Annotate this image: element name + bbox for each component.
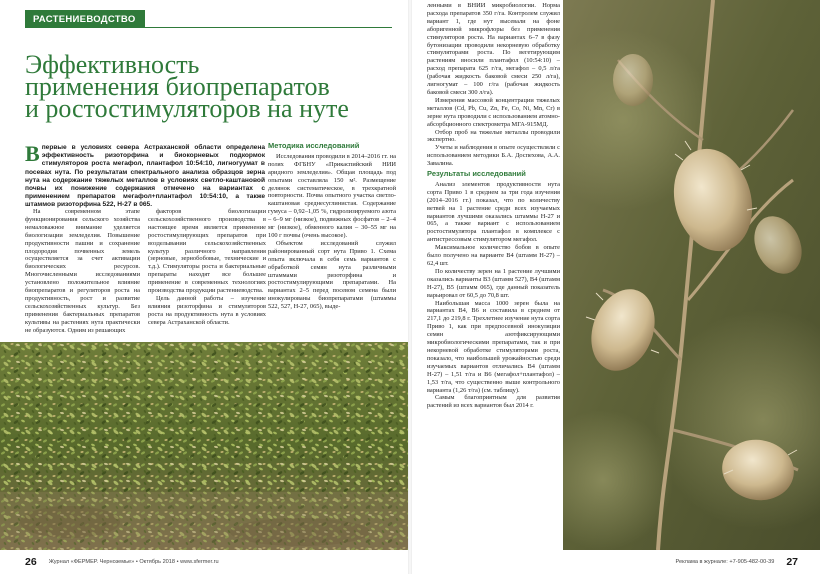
paragraph: Цель данной работы – изучение влияния ризоторфина и стимуляторов роста на продуктивность нута в условиях севера Астраханской области.	[148, 294, 266, 326]
paragraph: Максимальное количество бобов в опыте было получено на варианте В4 (штамм Н-27) – 62,4 шт.	[427, 244, 560, 267]
left-page-footer	[0, 550, 408, 574]
section-rule	[137, 27, 392, 28]
chickpea-field-photo	[0, 342, 408, 550]
pods-photo-graphic	[563, 0, 820, 550]
paragraph: Наибольшая масса 1000 зерен была на вариантах В4, В6 и составила в среднем от 217,1 до 219,8 г. Трехлетнее изучение нута сорта Приво 1, как при предпосевной инокуляции семян азотфиксирующими микробиологическими препаратами, так и при некорневой обработке стимуляторами роста, показало, что наибольшей урожайностью среди изучаемых вариантов отличались В4 (штамм Н-27) – 1,51 т/га и В6 (мегафол+плантафол) – 1,53 т/га, что существенно выше контрольного варианта (1,26 т/га) (см. таблицу).	[427, 299, 560, 394]
paragraph: По количеству зерен на 1 растение лучшими оказались варианты В3 (штамм 527), В4 (штамм Н-27), В5 (штамм 065), где данный показатель варьировал от 60,5 до 70,8 шт.	[427, 267, 560, 299]
page-gutter	[408, 0, 412, 574]
results-heading: Результаты исследований	[427, 169, 526, 179]
paragraph: Исследования проводили в 2014–2016 гг. на полях ФГБНУ «Прикаспийский НИИ аридного земледелия». Общая площадь под опытами составляла 150 м². Размещение делянок систематическое, в трехкратной повторности. Почва опытного участка светло-каштановая среднесуглинистая. Содержание гумуса – 0,92–1,05 %, гидролизируемого азота – 6–9 мг (низкое), подвижных фосфатов – 2–4 мг (низкое), обменного калия – 30–55 мг на 100 г почвы (очень высокое).	[268, 152, 396, 239]
field-photo-graphic	[0, 342, 408, 550]
paragraph: Учеты и наблюдения в опыте осуществляли с использованием методики Б.А. Доспехова, А.А. Завалина.	[427, 144, 560, 168]
lead-text: первые в условиях севера Астраханской области определена эффективность ризоторфина и биокорневых подкормок стимуляторов роста мегафол, плантафол 10:54:10, лигногуумат в посевах нута. По результатам спектрального анализа образцов зерна нута на содержание тяжелых металлов в условиях светло-каштановой почвы их понижение содержания отмечено на вариантах с применением препаратов мегафол+плантафол 10:54:10, а также штаммов ризоторфина 522, Н-27 в 065.	[25, 144, 265, 209]
article-lead	[25, 141, 265, 210]
paragraph: ленными в ВНИИ микробиологии. Норма расхода препаратов 350 г/га. Контролем служил вариант 1, где нут высевали на фоне аборигенной микрофлоры без применения стимуляторов роста. На вариантах 6–7 в фазу бутонизации проводили некорневую обработку стимуляторами роста. По вегетирующим растениям вносили плантафол (10:54:10) – расход препарата 625 г/га, мегафол – 0,5 л/га (рабочая жидкость баковой смеси 250 л/га), лигногумат – 100 г/га (рабочая жидкость баковой смеси 300 л/га).	[427, 2, 560, 96]
methods-heading: Методика исследований	[268, 141, 360, 150]
section-label: РАСТЕНИЕВОДСТВО	[33, 13, 136, 25]
text-column-2	[148, 208, 266, 327]
text-column-1	[25, 208, 140, 335]
section-tab	[25, 10, 145, 28]
paragraph: факторов биологизации сельскохозяйственного производства в настоящее время является применение ростостимулирующих препаратов при возделывании сельскохозяйственных культур различного направления (зерновые, зернобобовые, технические и т.д.). Стимуляторы роста и бактериальные препараты находят все большее применение в современных технологиях производства продукции растениеводства.	[148, 208, 266, 295]
article-title	[25, 50, 405, 123]
text-column-4	[427, 2, 560, 410]
page-number-right: 27	[786, 556, 798, 568]
paragraph: Измерения массовой концентрации тяжелых металлов (Cd, Pb, Cu, Zn, Fe, Co, Ni, Mn, Cr) в зерне нута проводили с использованием атомно-абсорбционного спектрометра МГА-915МД.	[427, 96, 560, 128]
chickpea-pods-photo	[563, 0, 820, 550]
page-number-left: 26	[25, 556, 37, 568]
paragraph: Отбор проб на тяжелые металлы проводили экспертно.	[427, 128, 560, 144]
title-line-2: применения биопрепаратов	[25, 72, 330, 101]
title-line-3: и ростостимуляторов на нуте	[25, 94, 349, 123]
paragraph: Объектом исследований служил районированный сорт нута Приво 1. Схема опыта включала в себя семь вариантов с обработкой семян нута различными штаммами ризоторфина и ростостимулирующими препаратами. На вариантах 2–5 перед посевом семена были инокулированы биопрепаратами (штаммы 522, 527, Н-27, 065), выде-	[268, 239, 396, 311]
advertising-contact: Реклама в журнале: +7-905-482-00-39	[675, 559, 775, 565]
text-column-3	[268, 140, 396, 311]
paragraph: Самым благоприятным для развития растений из всех вариантов был 2014 г.	[427, 394, 560, 410]
right-page-footer	[412, 550, 820, 574]
title-line-1: Эффективность	[25, 50, 200, 79]
journal-info: Журнал «ФЕРМЕР. Черноземье» • Октябрь 2018 • www.sfermer.ru	[48, 559, 219, 565]
paragraph: На современном этапе функционирования сельского хозяйства немаловажное внимание уделяется биологизации земледелия. Повышение продуктивности пашни и сохранение плодородия почвенных земель осуществляется за счет активации биологических ресурсов. Многочисленными исследованиями установлено положительное влияние биопрепаратов и регуляторов роста на продуктивность, рост и развитие сельскохозяйственных культур. Без применения бактериальных препаратов культивы на растениях нута практически не образуются. Одним из решающих	[25, 208, 140, 334]
drop-cap: В	[25, 141, 40, 166]
paragraph: Анализ элементов продуктивности нута сорта Приво 1 в среднем за три года изучения (2014–2016 гг.) показал, что по количеству ветвей на 1 растение среди всех изучаемых вариантов лучшими оказались штаммы Н-27 и 065, а также вариант с использованием ростостимулятора плантафол в комплексе с антистрессовым стимулятором мегафол.	[427, 180, 560, 244]
